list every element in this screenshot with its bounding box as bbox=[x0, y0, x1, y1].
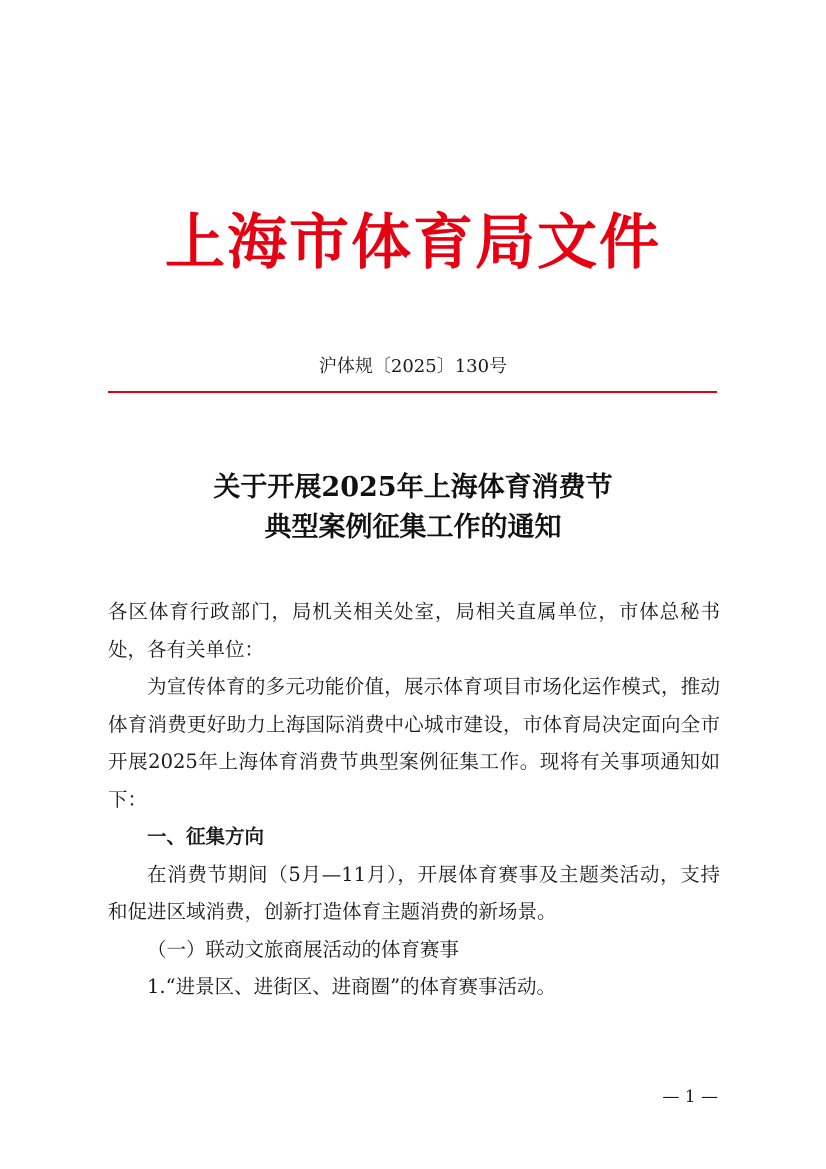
document-masthead: 上海市体育局文件 bbox=[165, 208, 661, 278]
page-number bbox=[0, 1086, 826, 1108]
subsection-heading-1: （一）联动文旅商展活动的体育赛事 bbox=[147, 937, 460, 961]
section-1-paragraph: 在消费节期间（5月—11月），开展体育赛事及主题类活动，支持和促进区域消费，创新打造体育主题消费的新场景。 bbox=[108, 862, 720, 923]
salutation: 各区体育行政部门，局机关相关处室，局相关直属单位，市体总秘书处，各有关单位： bbox=[108, 600, 720, 661]
intro-paragraph: 为宣传体育的多元功能价值，展示体育项目市场化运作模式，推动体育消费更好助力上海国际消费中心城市建设，市体育局决定面向全市开展2025年上海体育消费节典型案例征集工作。现将有关事项通知如下： bbox=[108, 675, 720, 811]
page-number-text: — 1 — bbox=[662, 1087, 718, 1107]
list-item-1: 1.“进景区、进街区、进商圈”的体育赛事活动。 bbox=[147, 975, 557, 998]
document-title-line-2: 典型案例征集工作的通知 bbox=[264, 512, 562, 543]
document-number: 沪体规〔2025〕130号 bbox=[318, 356, 508, 377]
document-body bbox=[108, 593, 720, 1006]
section-heading-1: 一、征集方向 bbox=[147, 825, 265, 848]
document-title-line-1: 关于开展2025年上海体育消费节 bbox=[213, 472, 613, 503]
document-title bbox=[0, 468, 826, 548]
red-separator-line bbox=[108, 391, 717, 393]
